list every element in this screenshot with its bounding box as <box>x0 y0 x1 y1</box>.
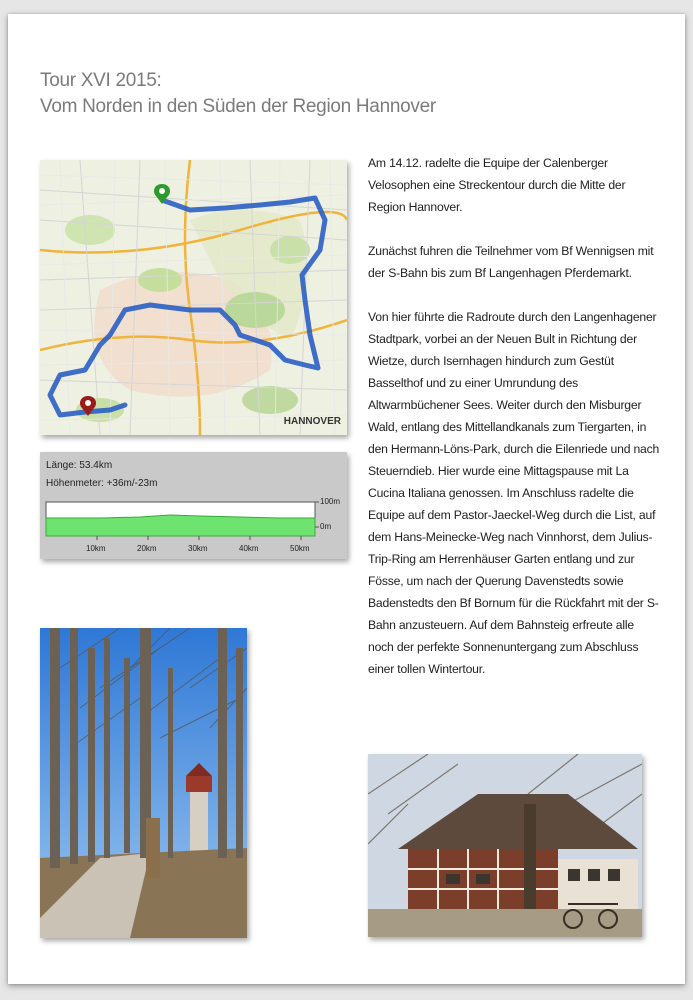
paragraph-arrival: Zunächst fuhren die Teilnehmer vom Bf Wennigsen mit der S-Bahn bis zum Bf Langenhagen Pferdemarkt. <box>368 244 654 280</box>
elevation-profile <box>40 452 347 559</box>
forest-path-photo <box>40 628 247 938</box>
elevation-gain: Höhenmeter: +36m/-23m <box>46 478 158 489</box>
route-length: Länge: 53.4km <box>46 460 113 471</box>
map-city-label: HANNOVER <box>283 416 341 427</box>
paragraph-intro: Am 14.12. radelte die Equipe der Calenberger Velosophen eine Streckentour durch die Mitte der Region Hannover. <box>368 156 626 214</box>
x-label-40km: 40km <box>239 544 259 553</box>
x-label-10km: 10km <box>86 544 106 553</box>
y-label-100m: 100m <box>320 497 341 506</box>
title-line-1: Tour XVI 2015: <box>40 70 162 91</box>
y-label-0m: 0m <box>320 522 332 531</box>
paragraph-route: Von hier führte die Radroute durch den Langenhagener Stadtpark, vorbei an der Neuen Bult in Richtung der Wietze, durch Isernhagen hindurch zum Gestüt Basselthof und zu einer Umrundung des Altwarmbüchener Sees. Weiter durch den Misburger Wald, entlang des Mittellandkanals zum Tiergarten, in den Hermann-Löns-Park, durch die Eilenriede und nach Steuerndieb. Hier wurde eine Mittagspause mit La Cucina Italiana genossen. Im Anschluss radelte die Equipe auf dem Pastor-Jaeckel-Weg durch die List, auf dem Hans-Meinecke-Weg nach Vinnhorst, dem Julius-Trip-Ring am Herrenhäuser Garten entlang und zur Fösse, um nach der Querung Davenstedts sowie Badenstedts den Bf Bornum für die Rückfahrt mit der S-Bahn anzusteuern. Auf dem Bahnsteig erfreute alle noch der perfekte Sonnenuntergang zum Abschluss einer tollen Wintertour. <box>368 310 660 676</box>
half-timbered-house-photo <box>368 754 642 937</box>
x-label-50km: 50km <box>290 544 310 553</box>
page-title <box>40 68 640 120</box>
route-map-image <box>40 160 347 435</box>
document-page <box>8 14 685 984</box>
article-body <box>368 152 660 702</box>
title-line-2: Vom Norden in den Süden der Region Hannover <box>40 96 436 117</box>
x-label-30km: 30km <box>188 544 208 553</box>
x-label-20km: 20km <box>137 544 157 553</box>
